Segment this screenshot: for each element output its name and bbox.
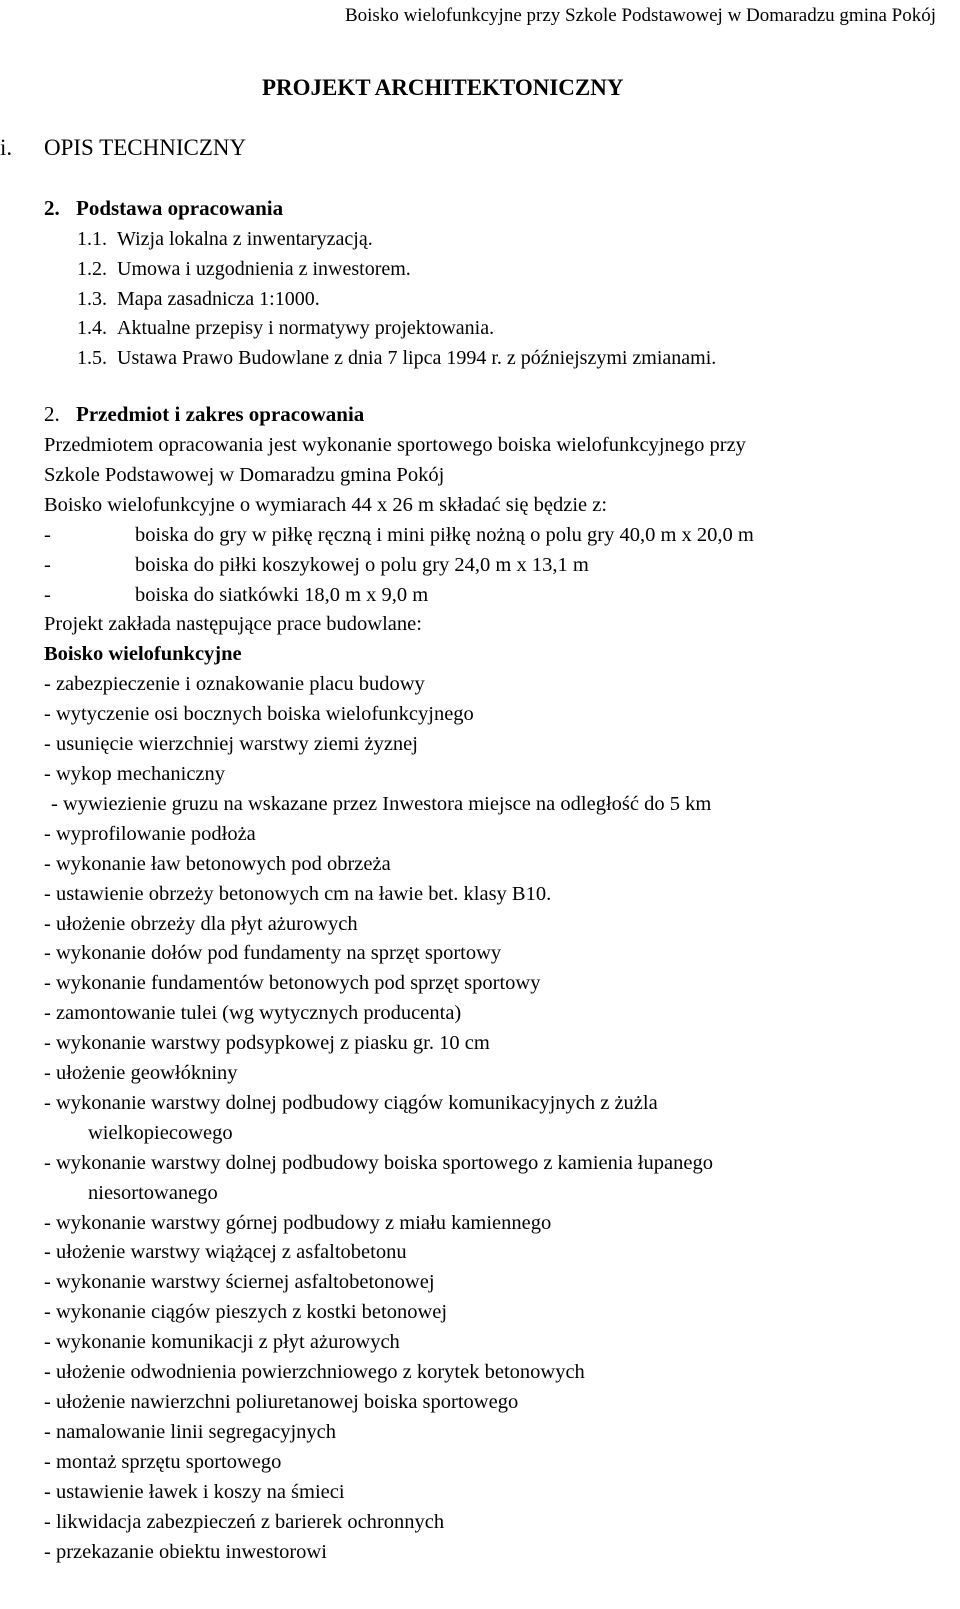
list-item [44, 1268, 944, 1298]
list-item-dash: - [44, 523, 51, 546]
list-item-text: - ustawienie ławek i koszy na śmieci [44, 1480, 345, 1503]
list-item-text: - wykop mechaniczny [44, 762, 226, 785]
list-item-text: Ustawa Prawo Budowlane z dnia 7 lipca 1994 r. z późniejszymi zmianami. [117, 347, 717, 370]
list-item-text: - montaż sprzętu sportowego [44, 1450, 282, 1473]
list-item-text: boiska do piłki koszykowej o polu gry 24,0 m x 13,1 m [135, 553, 589, 576]
list-item [44, 1059, 944, 1089]
paragraph: Projekt zakłada następujące prace budowlane: [44, 613, 422, 636]
list-item [77, 255, 716, 285]
list-item-number: 1.3. [77, 287, 107, 310]
list-item-text: boiska do siatkówki 18,0 m x 9,0 m [135, 583, 429, 606]
list-item [44, 1149, 944, 1209]
list-item [44, 1089, 944, 1149]
list-item-text: Wizja lokalna z inwentaryzacją. [117, 228, 373, 250]
list-item-text: - wykonanie warstwy dolnej podbudowy ciągów komunikacyjnych z żużla [44, 1091, 658, 1114]
list-item-continuation: niesortowanego [88, 1181, 218, 1204]
list-item [44, 521, 944, 551]
list-item-text: - ustawienie obrzeży betonowych cm na ławie bet. klasy B10. [44, 882, 552, 905]
basis-list [77, 225, 716, 374]
list-item-text: Umowa i uzgodnienia z inwestorem. [117, 257, 411, 280]
list-item-text: - przekazanie obiektu inwestorowi [44, 1540, 327, 1563]
list-item-text: - wyprofilowanie podłoża [44, 822, 256, 845]
list-item-number: 1.2. [77, 257, 107, 280]
list-item-number: 1.5. [77, 347, 107, 370]
list-item-text: - wywiezienie gruzu na wskazane przez Inwestora miejsce na odległość do 5 km [51, 792, 712, 815]
list-item-text: - wykonanie warstwy ściernej asfaltobetonowej [44, 1271, 435, 1294]
list-item [44, 999, 944, 1029]
list-item [44, 1418, 944, 1448]
list-item-text: - wytyczenie osi bocznych boiska wielofunkcyjnego [44, 703, 474, 726]
list-item-text: - wykonanie warstwy dolnej podbudowy boiska sportowego z kamienia łupanego [44, 1151, 713, 1174]
list-item-text: - usunięcie wierzchniej warstwy ziemi żyznej [44, 733, 418, 756]
list-item-text: - wykonanie ław betonowych pod obrzeża [44, 852, 391, 875]
list-item [44, 581, 944, 611]
section-title: Przedmiot i zakres opracowania [76, 402, 365, 426]
paragraph: Boisko wielofunkcyjne o wymiarach 44 x 26 m składać się będzie z: [44, 493, 608, 516]
section-number: i. [0, 135, 13, 160]
list-item [44, 1298, 944, 1328]
list-item [44, 790, 944, 820]
list-item [44, 1478, 944, 1508]
list-item-number: 1.1. [77, 228, 107, 250]
list-item-text: - ułożenie obrzeży dla płyt ażurowych [44, 912, 358, 935]
list-item [44, 820, 944, 850]
list-item-text: - wykonanie dołów pod fundamenty na sprzęt sportowy [44, 942, 502, 965]
list-item-text: - wykonanie warstwy podsypkowej z piasku gr. 10 cm [44, 1032, 490, 1055]
list-item-number: 1.4. [77, 317, 107, 340]
list-item [44, 1358, 944, 1388]
list-item-text: Mapa zasadnicza 1:1000. [117, 287, 320, 310]
paragraph: Szkole Podstawowej w Domaradzu gmina Pokój [44, 463, 445, 486]
page-title: PROJEKT ARCHITEKTONICZNY [262, 75, 624, 100]
list-item [77, 344, 716, 374]
list-item-text: - ułożenie warstwy wiążącej z asfaltobetonu [44, 1241, 407, 1264]
list-item-text: - wykonanie ciągów pieszych z kostki betonowej [44, 1301, 448, 1324]
section-title: OPIS TECHNICZNY [44, 135, 247, 160]
list-item [44, 850, 944, 880]
section-heading-podstawa [44, 194, 283, 222]
list-item [44, 880, 944, 910]
list-item [44, 700, 944, 730]
paragraph: Przedmiotem opracowania jest wykonanie sportowego boiska wielofunkcyjnego przy [44, 434, 746, 456]
list-item-text: - ułożenie odwodnienia powierzchniowego z korytek betonowych [44, 1361, 585, 1384]
dimensions-list [44, 521, 944, 611]
list-item-text: boiska do gry w piłkę ręczną i mini piłkę nożną o polu gry 40,0 m x 20,0 m [135, 523, 754, 546]
list-item-text: Aktualne przepisy i normatywy projektowania. [117, 317, 495, 340]
list-item [44, 551, 944, 581]
list-item [44, 1238, 944, 1268]
list-item [44, 939, 944, 969]
list-item-text: - wykonanie fundamentów betonowych pod sprzęt sportowy [44, 972, 541, 995]
sub-heading: Boisko wielofunkcyjne [44, 643, 242, 666]
list-item [44, 1538, 944, 1568]
list-item-text: - namalowanie linii segregacyjnych [44, 1420, 337, 1443]
list-item-text: - ułożenie nawierzchni poliuretanowej boiska sportowego [44, 1391, 519, 1413]
list-item [44, 670, 944, 700]
list-item-text: - zamontowanie tulei (wg wytycznych producenta) [44, 1002, 462, 1025]
scope-body [44, 431, 944, 1567]
list-item-dash: - [44, 583, 51, 606]
list-item [77, 314, 716, 344]
list-item-dash: - [44, 553, 51, 576]
list-item-text: - wykonanie warstwy górnej podbudowy z miału kamiennego [44, 1211, 552, 1234]
running-header: Boisko wielofunkcyjne przy Szkole Podstawowej w Domaradzu gmina Pokój [344, 5, 936, 26]
section-title: Podstawa opracowania [76, 196, 284, 220]
list-item [77, 225, 716, 255]
list-item [44, 910, 944, 940]
section-number: 2. [44, 402, 60, 426]
list-item [44, 760, 944, 790]
list-item [44, 969, 944, 999]
list-item-text: - zabezpieczenie i oznakowanie placu budowy [44, 673, 425, 696]
list-item [44, 730, 944, 760]
list-item [44, 1448, 944, 1478]
list-item [77, 285, 716, 315]
works-list [44, 670, 944, 1567]
list-item [44, 1209, 944, 1239]
list-item [44, 1388, 944, 1418]
section-number: 2. [44, 196, 60, 220]
list-item-text: - ułożenie geowłókniny [44, 1062, 238, 1085]
list-item-text: - likwidacja zabezpieczeń z barierek ochronnych [44, 1510, 445, 1533]
list-item [44, 1029, 944, 1059]
section-heading-przedmiot [44, 400, 364, 428]
list-item [44, 1508, 944, 1538]
section-heading-opis-techniczny [0, 134, 246, 162]
list-item-text: - wykonanie komunikacji z płyt ażurowych [44, 1331, 400, 1354]
list-item-continuation: wielkopiecowego [88, 1121, 233, 1144]
list-item [44, 1328, 944, 1358]
